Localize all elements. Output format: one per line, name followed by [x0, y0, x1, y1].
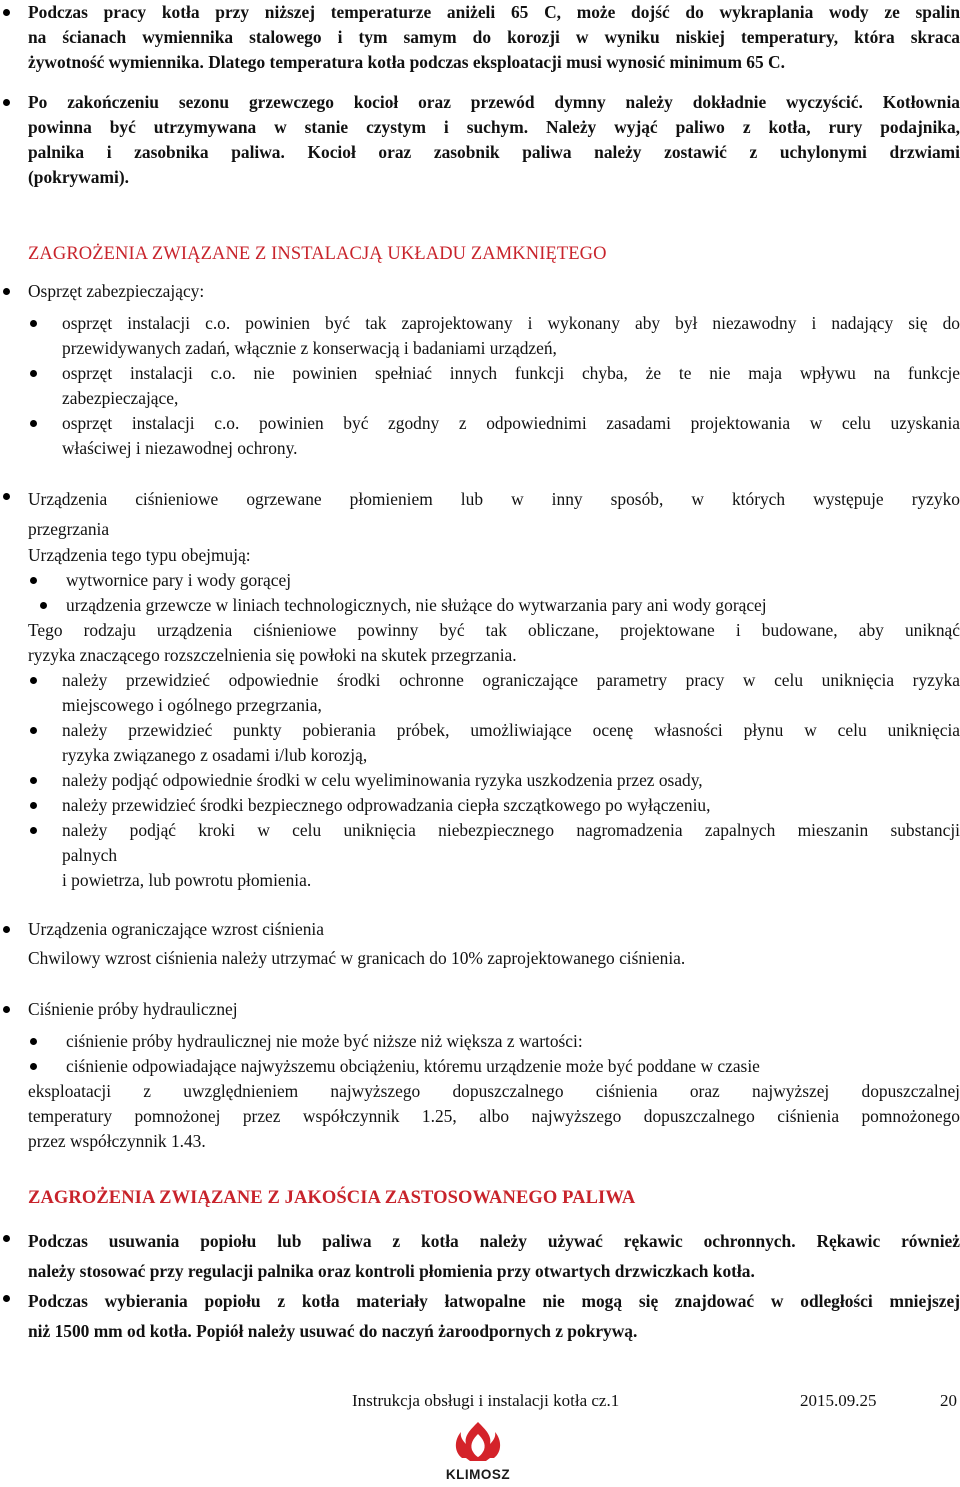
bullet-dot: [3, 99, 10, 106]
klimosz-logo: [436, 1420, 520, 1482]
safety-item-3-line-2: właściwej i niezawodnej ochrony.: [62, 438, 298, 458]
pressure-paragraph-line-2: ryzyka znaczącego rozszczelnienia się powłoki na skutek przegrzania.: [28, 645, 517, 665]
intro-bullet-2-line-2: powinna być utrzymywana w stanie czystym i suchym. Należy wyjąć paliwo z kotła, rury podajnika,: [28, 117, 960, 137]
pressure-devices-includes: Urządzenia tego typu obejmują:: [28, 545, 251, 565]
bullet-dot: [30, 320, 37, 327]
bullet-dot: [30, 727, 37, 734]
bullet-dot: [30, 1038, 37, 1045]
safety-item-2: [62, 361, 960, 411]
intro-bullet-2-line-3: palnika i zasobnika paliwa. Kocioł oraz zasobnik paliwa należy zostawić z uchylonymi drzwiami: [28, 142, 960, 162]
device-type-1: wytwornice pary i wody gorącej: [66, 570, 292, 590]
fuel-bullet-1-line-2: należy stosować przy regulacji palnika oraz kontroli płomienia przy otwartych drzwiczkach kotła.: [28, 1261, 755, 1281]
intro-bullet-1-line-2: na ścianach wymiennika stalowego i tym samym do korozji w wyniku niskiej temperatury, która skraca: [28, 27, 960, 47]
logo-text: KLIMOSZ: [445, 1467, 511, 1482]
safety-item-1-line-1: osprzęt instalacji c.o. powinien być tak zaprojektowany i wykonany aby był niezawodny i nadający się do: [62, 313, 960, 333]
measure-1-line-1: należy przewidzieć odpowiednie środki ochronne ograniczające parametry pracy w celu uniknięcia ryzyka: [62, 670, 960, 690]
pressure-limit-title: Urządzenia ograniczające wzrost ciśnienia: [28, 919, 324, 939]
device-type-2: urządzenia grzewcze w liniach technologicznych, nie służące do wytwarzania pary ani wody gorącej: [66, 595, 767, 615]
hydro-item-2-line-2: eksploatacji z uwzględnieniem najwyższego dopuszczalnego ciśnienia oraz najwyższej dopuszczalnej: [28, 1081, 960, 1101]
safety-equipment-title: Osprzęt zabezpieczający:: [28, 281, 205, 301]
safety-item-1: [62, 311, 960, 361]
flame-icon: [436, 1420, 520, 1462]
hydro-item-1: ciśnienie próby hydraulicznej nie może być niższe niż większa z wartości:: [66, 1031, 583, 1051]
pressure-devices-title-line-1: Urządzenia ciśnieniowe ogrzewane płomieniem lub w inny sposób, w których występuje ryzyko: [28, 489, 960, 509]
pressure-devices-title-line-2: przegrzania: [28, 519, 110, 539]
bullet-dot: [30, 802, 37, 809]
fuel-bullet-2-line-1: Podczas wybierania popiołu z kotła materiały łatwopalne nie mogą się znajdować w odległości mniejszej: [28, 1291, 960, 1311]
measure-1: [62, 668, 960, 718]
pressure-devices-title: [28, 484, 960, 544]
measure-4: należy przewidzieć środki bezpiecznego odprowadzania ciepła szczątkowego po wyłączeniu,: [62, 795, 711, 815]
pressure-paragraph-line-1: Tego rodzaju urządzenia ciśnieniowe powinny być tak obliczane, projektowane i budowane, aby uniknąć: [28, 620, 960, 640]
footer-page-number: 20: [940, 1391, 957, 1410]
bullet-dot: [30, 777, 37, 784]
bullet-dot: [30, 827, 37, 834]
measure-5-line-2: palnych: [62, 845, 118, 865]
intro-bullet-1-line-1: Podczas pracy kotła przy niższej temperaturze aniżeli 65 C, może dojść do wykraplania wody ze spalin: [28, 2, 960, 22]
measure-5-line-3: i powietrza, lub powrotu płomienia.: [62, 870, 312, 890]
bullet-dot: [30, 1063, 37, 1070]
footer-date: 2015.09.25: [800, 1391, 877, 1410]
hydro-item-2-line-3: temperatury pomnożonej przez współczynnik 1.25, albo najwyższego dopuszczalnego ciśnienia pomnożonego: [28, 1106, 960, 1126]
bullet-dot: [3, 1235, 10, 1242]
section-heading-closed-system: ZAGROŻENIA ZWIĄZANE Z INSTALACJĄ UKŁADU ZAMKNIĘTEGO: [28, 244, 607, 264]
measure-2-line-1: należy przewidzieć punkty pobierania próbek, umożliwiające ocenę własności płynu w celu uniknięcia: [62, 720, 960, 740]
bullet-dot: [3, 1006, 10, 1013]
section-heading-fuel-quality: ZAGROŻENIA ZWIĄZANE Z JAKOŚCIA ZASTOSOWANEGO PALIWA: [28, 1188, 636, 1208]
safety-item-2-line-1: osprzęt instalacji c.o. nie powinien spełniać innych funkcji chyba, że te nie maja wpływu na funkcje: [62, 363, 960, 383]
pressure-paragraph: [28, 618, 960, 668]
hydro-title: Ciśnienie próby hydraulicznej: [28, 999, 238, 1019]
measure-3: należy podjąć odpowiednie środki w celu wyeliminowania ryzyka uszkodzenia przez osady,: [62, 770, 703, 790]
measure-2: [62, 718, 960, 768]
intro-bullet-1: [28, 0, 960, 75]
bullet-dot: [30, 370, 37, 377]
bullet-dot: [3, 288, 10, 295]
bullet-dot: [30, 420, 37, 427]
bullet-dot: [3, 493, 10, 500]
bullet-dot: [3, 926, 10, 933]
fuel-bullet-2: [28, 1286, 960, 1346]
safety-item-1-line-2: przewidywanych zadań, włącznie z konserwacją i badaniami urządzeń,: [62, 338, 557, 358]
hydro-item-2-line-1: ciśnienie odpowiadające najwyższemu obciążeniu, któremu urządzenie może być poddane w czasie: [66, 1056, 760, 1076]
measure-1-line-2: miejscowego i ogólnego przegrzania,: [62, 695, 322, 715]
intro-bullet-2: [28, 90, 960, 190]
bullet-dot: [30, 677, 37, 684]
measure-2-line-2: ryzyka związanego z osadami i/lub korozją,: [62, 745, 368, 765]
measure-5-line-1: należy podjąć kroki w celu uniknięcia niebezpiecznego nagromadzenia zapalnych mieszanin substancji: [62, 820, 960, 840]
fuel-bullet-1: [28, 1226, 960, 1286]
bullet-dot: [3, 9, 10, 16]
safety-item-2-line-2: zabezpieczające,: [62, 388, 179, 408]
fuel-bullet-1-line-1: Podczas usuwania popiołu lub paliwa z kotła należy używać rękawic ochronnych. Rękawic również: [28, 1231, 960, 1251]
hydro-item-2-line-4: przez współczynnik 1.43.: [28, 1131, 206, 1151]
fuel-bullet-2-line-2: niż 1500 mm od kotła. Popiół należy usuwać do naczyń żaroodpornych z pokrywą.: [28, 1321, 638, 1341]
intro-bullet-2-line-4: (pokrywami).: [28, 167, 129, 187]
intro-bullet-1-line-3: żywotność wymiennika. Dlatego temperatura kotła podczas eksploatacji musi wynosić minimum 65 C.: [28, 52, 785, 72]
bullet-dot: [30, 577, 37, 584]
measure-5: [62, 818, 960, 893]
safety-item-3: [62, 411, 960, 461]
hydro-item-2-rest: [28, 1079, 960, 1154]
pressure-limit-text: Chwilowy wzrost ciśnienia należy utrzymać w granicach do 10% zaprojektowanego ciśnienia.: [28, 948, 686, 968]
bullet-dot: [3, 1295, 10, 1302]
bullet-dot: [40, 602, 47, 609]
intro-bullet-2-line-1: Po zakończeniu sezonu grzewczego kocioł oraz przewód dymny należy dokładnie wyczyścić. Kotłownia: [28, 92, 960, 112]
footer-title: Instrukcja obsługi i instalacji kotła cz.1: [352, 1391, 620, 1410]
safety-item-3-line-1: osprzęt instalacji c.o. powinien być zgodny z odpowiednimi zasadami projektowania w celu uzyskania: [62, 413, 960, 433]
